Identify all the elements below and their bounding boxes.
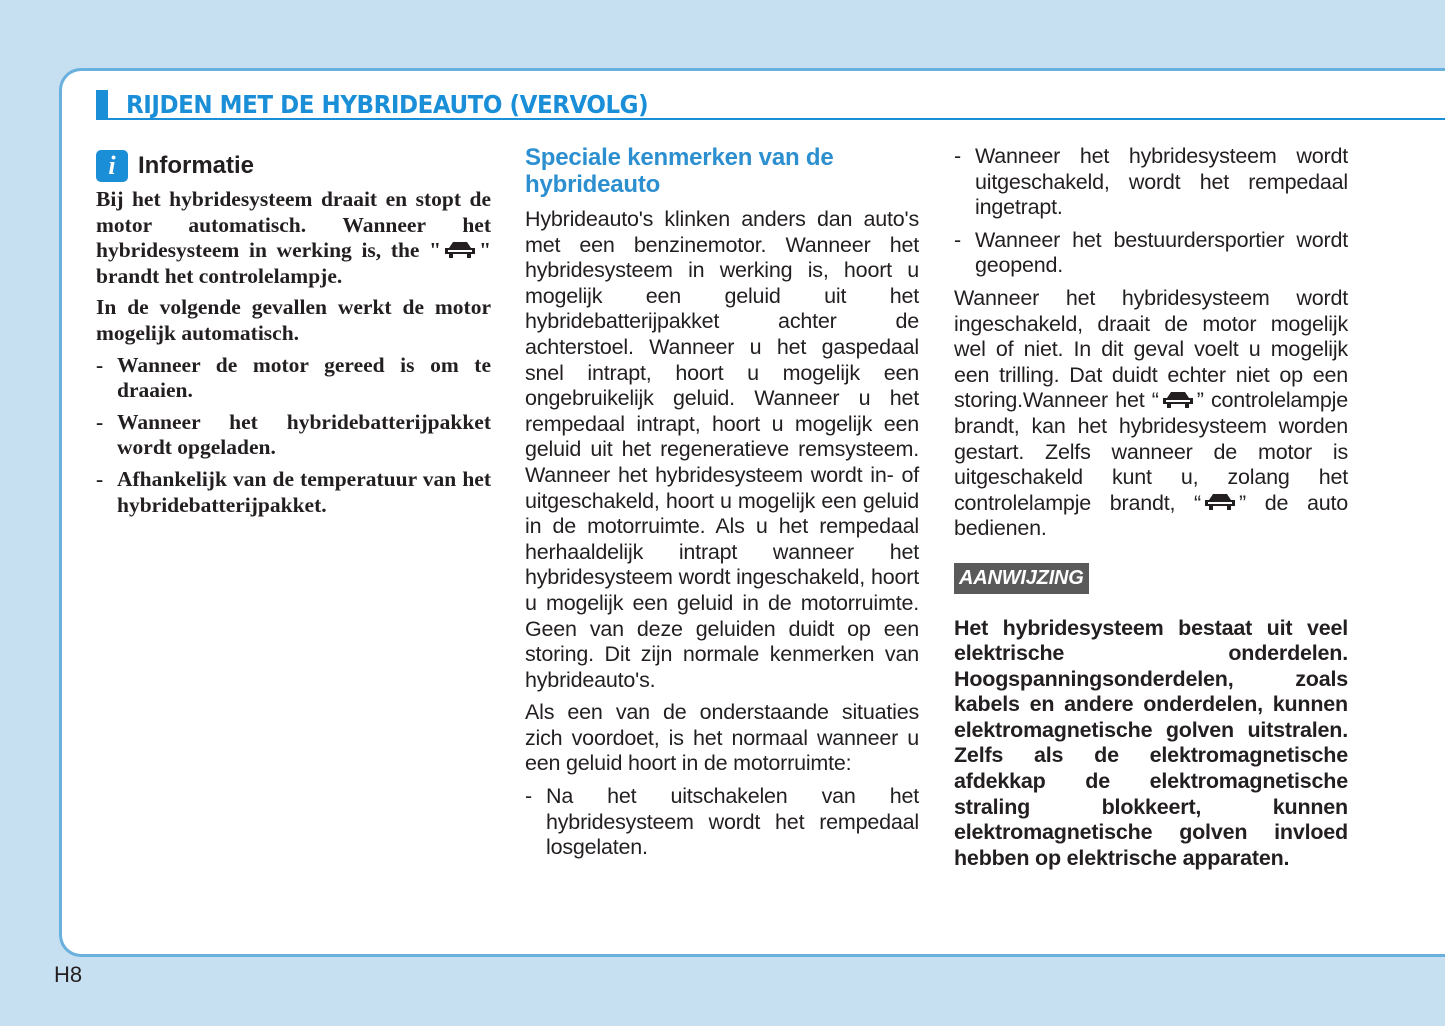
car-ready-icon bbox=[1161, 389, 1195, 411]
list-dash: - bbox=[96, 352, 104, 377]
section-title: Speciale kenmerken van de hybrideauto bbox=[525, 144, 834, 198]
list-dash: - bbox=[954, 144, 961, 168]
list-item-text: Na het uitschakelen van het hybridesysteem wordt het rempedaal losgelaten. bbox=[546, 784, 919, 860]
info-column bbox=[96, 148, 491, 524]
list-item bbox=[954, 228, 1348, 279]
page-number: H8 bbox=[54, 962, 83, 987]
car-ready-icon bbox=[1203, 491, 1237, 513]
main-column bbox=[525, 144, 919, 868]
list-item-text: Wanneer het hybridebatterijpakket wordt opgeladen. bbox=[117, 409, 491, 460]
list-item-text: Afhankelijk van de temperatuur van het hybridebatterijpakket. bbox=[117, 466, 491, 517]
info-icon: i bbox=[96, 150, 128, 182]
body-text-part: ” controlelampje brandt, kan het hybridesysteem worden gestart. Zelfs wanneer de motor is uitgeschakeld kunt u, zolang het controlelampje brandt, “ bbox=[954, 388, 1348, 515]
body-paragraph: Hybrideauto's klinken anders dan auto's met een benzinemotor. Wanneer het hybridesysteem in werking is, hoort u mogelijk een geluid uit het hybridebatterijpakket achter de achterstoel. Wanneer u het gaspedaal snel intrapt, hoort u mogelijk een ongebruikelijk geluid. Wanneer u het rempedaal intrapt, hoort u mogelijk een geluid uit het regeneratieve remsysteem. Wanneer het hybridesysteem wordt in- of uitgeschakeld, hoort u mogelijk een geluid in de motorruimte. Als u het rempedaal herhaaldelijk intrapt wanneer het hybridesysteem wordt ingeschakeld, hoort u mogelijk een geluid in de motorruimte. Geen van deze geluiden duidt op een storing. Dit zijn normale kenmerken van hybrideauto's. bbox=[525, 207, 919, 692]
info-text-part: " brandt het controlelampje. bbox=[96, 238, 491, 288]
body-paragraph bbox=[954, 286, 1348, 542]
list-item bbox=[96, 467, 491, 518]
page-title: RIJDEN MET DE HYBRIDEAUTO (VERVOLG) bbox=[126, 90, 649, 119]
section-header bbox=[96, 90, 1445, 120]
body-text-part: Wanneer het hybridesysteem wordt ingeschakeld, draait de motor mogelijk wel of niet. In dit geval voelt u mogelijk een trilling. Dat duidt echter niet op een storing.Wanneer het “ bbox=[954, 285, 1348, 413]
list-dash: - bbox=[954, 227, 961, 252]
list-item bbox=[96, 353, 491, 404]
list-item bbox=[954, 144, 1348, 221]
notice-badge: AANWIJZING bbox=[954, 563, 1089, 594]
info-body bbox=[96, 187, 491, 518]
right-column bbox=[954, 144, 1348, 871]
info-paragraph: In de volgende gevallen werkt de motor mogelijk automatisch. bbox=[96, 295, 491, 345]
list-dash: - bbox=[96, 409, 104, 434]
info-text-part: Bij het hybridesysteem draait en stopt de motor automatisch. Wanneer het hybridesysteem in werking is, the " bbox=[96, 187, 491, 263]
info-paragraph bbox=[96, 187, 491, 289]
car-ready-icon bbox=[443, 239, 477, 261]
info-label: Informatie bbox=[138, 152, 255, 179]
info-heading bbox=[96, 148, 491, 184]
body-paragraph: Als een van de onderstaande situaties zich voordoet, is het normaal wanneer u een geluid hoort in de motorruimte: bbox=[525, 700, 919, 776]
list-item-text: Wanneer de motor gereed is om te draaien. bbox=[117, 352, 491, 403]
header-marker bbox=[96, 90, 108, 120]
list-item-text: Wanneer het bestuurdersportier wordt geopend. bbox=[975, 227, 1348, 278]
list-dash: - bbox=[96, 466, 104, 491]
list-dash: - bbox=[525, 784, 532, 809]
body-text-part: ” de auto bedienen. bbox=[954, 490, 1348, 541]
notice-text: Het hybridesysteem bestaat uit veel elektrische onderdelen. Hoogspanningsonderdelen, zoals kabels en andere onderdelen, kunnen elektromagnetische golven uitstralen. Zelfs als de elektromagnetische afdekkap de elektromagnetische straling blokkeert, kunnen elektromagnetische golven invloed hebben op elektrische apparaten. bbox=[954, 615, 1348, 870]
list-item bbox=[96, 410, 491, 461]
list-item-text: Wanneer het hybridesysteem wordt uitgeschakeld, wordt het rempedaal ingetrapt. bbox=[975, 144, 1348, 220]
list-item bbox=[525, 784, 919, 861]
